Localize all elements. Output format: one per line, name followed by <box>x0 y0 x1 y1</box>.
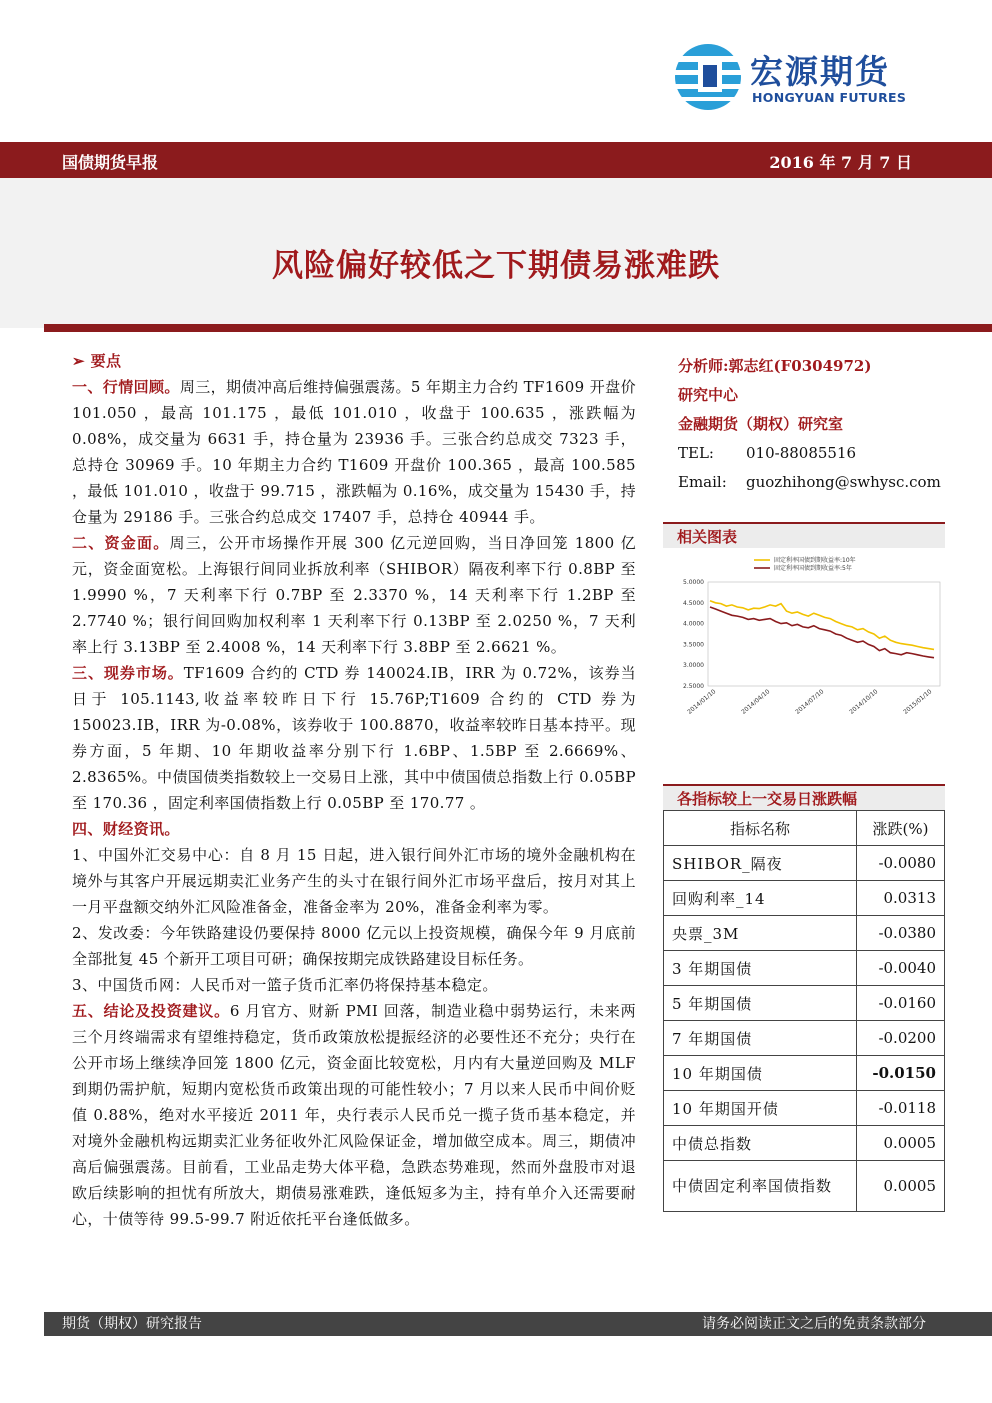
section-text: 周三，期债冲高后维持偏强震荡。5 年期主力合约 TF1609 开盘价 101.050 ，最高 101.175 ，最低 101.010 ，收盘于 100.635 ，涨跌幅为 0.08%，成交量为 6631 手，持仓量为 23936 手。三张合约总成交 7323 手，总持仓 30969 手。10 年期主力合约 T1609 开盘价 100.365 ，最高 100.585 ，最低 101.010 ，收盘于 99.715 ，涨跌幅为 0.16%，成交量为 15430 手，持仓量为 29186 手。三张合约总成交 17407 手，总持仓 40944 手。 <box>72 378 636 526</box>
footer-disclaimer: 请务必阅读正文之后的免责条款部分 <box>702 1316 926 1332</box>
logo-chinese-name: 宏源期货 <box>750 52 890 91</box>
report-header-bar <box>0 142 992 178</box>
table-header-row <box>664 811 945 846</box>
analyst-email <box>678 468 958 497</box>
analyst-subdept: 金融期货（期权）研究室 <box>678 415 844 433</box>
indicator-name: 3 年期国债 <box>664 951 857 986</box>
indicator-name: 5 年期国债 <box>664 986 857 1021</box>
series-line <box>710 601 934 650</box>
analyst-name: 分析师:郭志红(F0304972) <box>678 357 872 375</box>
indicator-change: 0.0313 <box>857 881 945 916</box>
indicator-change: -0.0118 <box>857 1091 945 1126</box>
section-text: 周三，公开市场操作开展 300 亿元逆回购，当日净回笼 1800 亿元，资金面宽松。上海银行间同业拆放利率（SHIBOR）隔夜利率下行 0.8BP 至 1.9990 %，7 天利率下行 0.7BP 至 2.3370 %，14 天利率下行 1.2BP 至 2.7740 %；银行间回购加权利率 1 天利率下行 0.13BP 至 2.0250 %，7 天利率上行 3.13BP 至 2.4008 %，14 天利率下行 3.8BP 至 2.6621 %。 <box>72 534 636 656</box>
email-value: guozhihong@swhysc.com <box>746 473 941 491</box>
indicator-change: -0.0380 <box>857 916 945 951</box>
indicator-table-body <box>664 846 945 1212</box>
y-tick-label: 3.0000 <box>683 662 704 670</box>
title-divider <box>44 324 992 332</box>
section-liquidity <box>72 530 636 660</box>
x-tick-label: 2015/01/10 <box>902 688 934 716</box>
x-tick-label: 2014/01/10 <box>686 688 718 716</box>
y-tick-label: 4.5000 <box>683 599 704 607</box>
indicator-name: 回购利率_14 <box>664 881 857 916</box>
table-row <box>664 951 945 986</box>
indicator-change: -0.0150 <box>857 1056 945 1091</box>
indicator-change: -0.0200 <box>857 1021 945 1056</box>
analyst-dept: 研究中心 <box>678 386 739 404</box>
y-tick-label: 5.0000 <box>683 579 704 586</box>
indicator-change: 0.0005 <box>857 1161 945 1212</box>
analyst-tel <box>678 439 958 468</box>
tel-label: TEL: <box>678 444 714 462</box>
section-label: 二、资金面。 <box>72 534 170 552</box>
section-text: 6 月官方、财新 PMI 回落，制造业稳中弱势运行，未来两三个月终端需求有望维持稳定，货币政策放松提振经济的必要性还不充分；央行在公开市场上继续净回笼 1800 亿元，资金面比较宽松，月内有大量逆回购及 MLF 到期仍需护航，短期内宽松货币政策出现的可能性较小；7 月以来人民币中间价贬值 0.88%，绝对水平接近 2011 年，央行表示人民币兑一揽子货币基本稳定，并对境外金融机构远期卖汇业务征收外汇风险保证金，增加做空成本。周三，期债冲高后偏强震荡。目前看，工业品走势大体平稳，急跌态势难现，然而外盘股市对退欧后续影响的担忧有所放大，期债易涨难跌，逢低短多为主，持有单介入还需要耐心，十债等待 99.5-99.7 附近依托平台逢低做多。 <box>72 1002 636 1228</box>
indicator-name: 中债总指数 <box>664 1126 857 1161</box>
footer-left: 期货（期权）研究报告 <box>62 1316 202 1332</box>
indicator-change: 0.0005 <box>857 1126 945 1161</box>
section-conclusion <box>72 998 636 1232</box>
column-header: 涨跌(%) <box>857 811 945 846</box>
x-tick-label: 2014/04/10 <box>740 688 772 716</box>
report-title: 风险偏好较低之下期债易涨难跌 <box>272 248 720 284</box>
company-logo <box>672 42 922 112</box>
news-heading: 四、财经资讯。 <box>72 820 180 838</box>
section-label: 五、结论及投资建议。 <box>72 1002 230 1020</box>
news-item: 2、发改委：今年铁路建设仍要保持 8000 亿元以上投资规模，确保今年 9 月底前全部批复 45 个新开工项目可研；确保按期完成铁路建设目标任务。 <box>72 924 636 968</box>
logo-emblem-icon <box>672 42 744 112</box>
section-text: TF1609 合约的 CTD 券 140024.IB，IRR 为 0.72%，该券当日于 105.1143,收益率较昨日下行 15.76P;T1609 合约的 CTD 券为 150023.IB，IRR 为-0.08%，该券收于 100.8870，收益率较昨日基本持平。现券方面，5 年期、10 年期收益率分别下行 1.6BP、1.5BP 至 2.6669%、2.8365%。中债国债类指数较上一交易日上涨，其中中债国债总指数上行 0.05BP 至 170.36 ，固定利率国债指数上行 0.05BP 至 170.77 。 <box>72 664 636 812</box>
x-tick-label: 2014/07/10 <box>794 688 826 716</box>
y-tick-label: 2.5000 <box>683 683 704 690</box>
table-row <box>664 916 945 951</box>
tel-value: 010-88085516 <box>746 444 857 462</box>
table-heading: 各指标较上一交易日涨跌幅 <box>663 784 945 810</box>
yield-chart-svg <box>670 552 946 734</box>
chart-heading: 相关图表 <box>663 522 945 548</box>
key-points-heading: ➢ 要点 <box>72 352 122 370</box>
page-footer <box>44 1312 992 1336</box>
yield-chart <box>670 552 946 734</box>
analyst-info <box>678 352 958 497</box>
indicator-name: 7 年期国债 <box>664 1021 857 1056</box>
table-row <box>664 986 945 1021</box>
indicator-change: -0.0040 <box>857 951 945 986</box>
indicator-name: 10 年期国债 <box>664 1056 857 1091</box>
table-row <box>664 881 945 916</box>
table-row <box>664 1161 945 1212</box>
section-label: 三、现券市场。 <box>72 664 184 682</box>
y-tick-label: 3.5000 <box>683 641 704 649</box>
indicator-name: 10 年期国开债 <box>664 1091 857 1126</box>
series-line <box>710 607 934 658</box>
news-item: 1、中国外汇交易中心：自 8 月 15 日起，进入银行间外汇市场的境外金融机构在境外与其客户开展远期卖汇业务产生的头寸在银行间外汇市场平盘后，按月对其上一月平盘额交纳外汇风险准备金，准备金率为 20%，准备金利率为零。 <box>72 846 636 916</box>
table-row <box>664 1021 945 1056</box>
table-row <box>664 1091 945 1126</box>
section-spot-market <box>72 660 636 816</box>
x-tick-label: 2014/10/10 <box>848 688 880 716</box>
indicator-change: -0.0160 <box>857 986 945 1021</box>
table-row <box>664 1126 945 1161</box>
indicator-name: SHIBOR_隔夜 <box>664 846 857 881</box>
legend-label: 固定利率国债到期收益率:5年 <box>774 565 852 572</box>
indicator-change: -0.0080 <box>857 846 945 881</box>
column-header: 指标名称 <box>664 811 857 846</box>
report-type: 国债期货早报 <box>62 153 159 172</box>
table-row <box>664 1056 945 1091</box>
indicator-name: 央票_3M <box>664 916 857 951</box>
report-date: 2016 年 7 月 7 日 <box>769 153 912 172</box>
logo-english-name: HONGYUAN FUTURES <box>752 90 907 105</box>
section-market-review <box>72 374 636 530</box>
indicator-table <box>663 810 945 1212</box>
section-label: 一、行情回顾。 <box>72 378 180 396</box>
y-tick-label: 4.0000 <box>683 620 704 628</box>
legend-label: 固定利率国债到期收益率:10年 <box>774 557 856 564</box>
news-item: 3、中国货币网：人民币对一篮子货币汇率仍将保持基本稳定。 <box>72 976 498 994</box>
page-header-band <box>0 0 992 140</box>
email-label: Email: <box>678 473 727 491</box>
main-column <box>72 348 636 1232</box>
table-row <box>664 846 945 881</box>
indicator-name: 中债固定利率国债指数 <box>664 1161 857 1212</box>
chart-plot-area <box>708 582 940 686</box>
